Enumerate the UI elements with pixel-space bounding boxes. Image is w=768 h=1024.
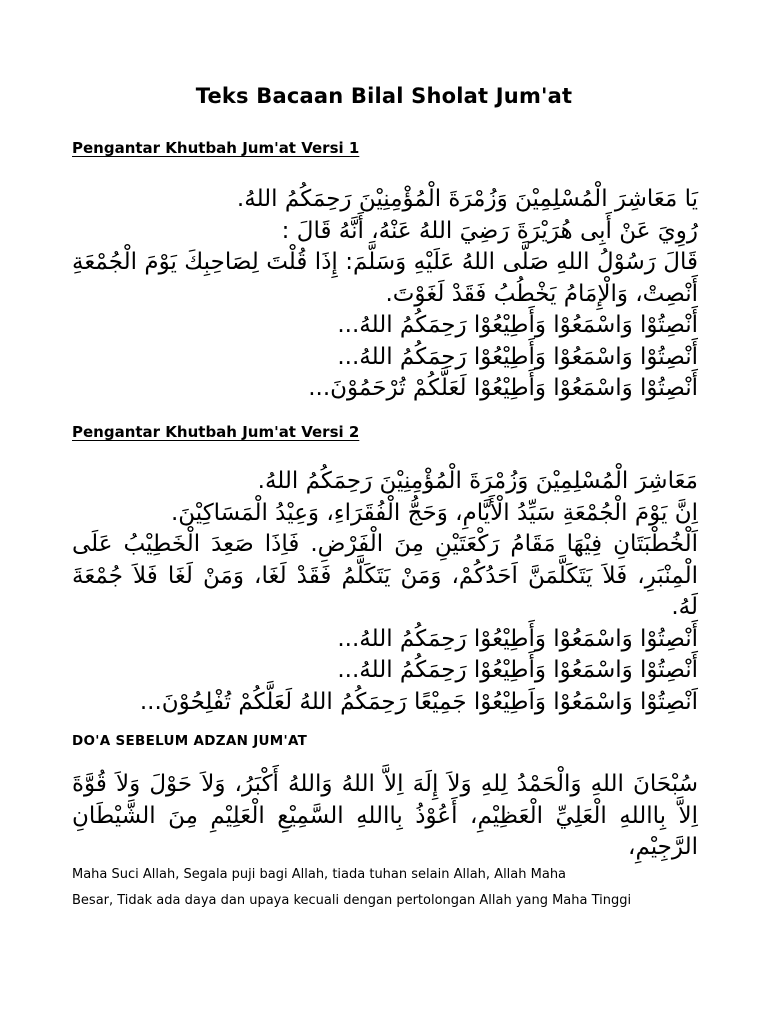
arabic-line: يَا مَعَاشِرَ الْمُسْلِمِيْنَ وَزُمْرَةَ الْمُؤْمِنِيْنَ رَحِمَكُمُ اللهُ.	[236, 186, 698, 212]
translation-line: Maha Suci Allah, Segala puji bagi Allah, tiada tuhan selain Allah, Allah Maha	[72, 867, 567, 882]
arabic-line: أَنْصِتُوْا وَاسْمَعُوْا وَأَطِيْعُوْا رَحِمَكُمُ اللهُ...	[337, 312, 698, 338]
translation-line: Besar, Tidak ada daya dan upaya kecuali dengan pertolongan Allah yang Maha Tinggi	[72, 893, 632, 908]
arabic-line: اِنَّ يَوْمَ الْجُمْعَةِ سَيِّدُ الْأَيَّامِ، وَحَجُّ الْفُقَرَاءِ، وَعِيْدُ الْمَسَاكِيْنَ.	[170, 499, 698, 526]
arabic-paragraph: سُبْحَانَ اللهِ وَالْحَمْدُ لِلهِ وَلاَ إِلَهَ اِلاَّ اللهُ وَاللهُ أَكْبَرُ، وَلاَ حَوْلَ وَلاَ قُوَّةَ اِلاَّ بِااللهِ الْعَلِيِّ الْعَظِيْمِ، أَعُوْذُ بِااللهِ السَّمِيْعِ الْعَلِيْمِ مِنَ الشَّيْطَانِ الرَّجِيْمِ،	[72, 771, 698, 860]
arabic-line: أَنْصِتُوْا وَاسْمَعُوْا وَأَطِيْعُوْا رَحِمَكُمُ اللهُ...	[337, 343, 698, 370]
arabic-line: قَالَ رَسُوْلُ اللهِ صَلَّى اللهُ عَلَيْهِ وَسَلَّمَ: إِذَا قُلْتَ لِصَاحِبِكَ يَوْمَ الْجُمْعَةِ أَنْصِتْ، وَالْإِمَامُ يَخْطُبُ فَقَدْ لَغَوْتَ.	[72, 249, 698, 307]
arabic-line: مَعَاشِرَ الْمُسْلِمِيْنَ وَزُمْرَةَ الْمُؤْمِنِيْنَ رَحِمَكُمُ اللهُ.	[257, 468, 698, 494]
arabic-text-versi-1	[72, 184, 698, 405]
arabic-text-versi-2	[72, 466, 698, 718]
arabic-line: رُوِيَ عَنْ أَبِى هُرَيْرَةَ رَضِيَ اللهُ عَنْهُ، أَنَّهُ قَالَ :	[281, 217, 698, 244]
section-heading-versi-1: Pengantar Khutbah Jum'at Versi 1	[72, 139, 360, 157]
document-title: Teks Bacaan Bilal Sholat Jum'at	[195, 84, 573, 108]
arabic-line: أَنْصِتُوْا وَاسْمَعُوْا وَأَطِيْعُوْا لَعَلَّكُمْ تُرْحَمُوْنَ...	[308, 375, 698, 401]
arabic-line: اَنْصِتُوْا وَاسْمَعُوْا وَاَطِيْعُوْا جَمِيْعًا رَحِمَكُمُ اللهُ لَعَلَّكُمْ تُفْلِحُوْنَ...	[139, 688, 698, 715]
section-heading-doa: DO'A SEBELUM ADZAN JUM'AT	[72, 733, 308, 749]
arabic-text-doa	[72, 769, 698, 864]
arabic-line: اَلْخُطْبَتَانِ فِيْهَا مَقَامُ رَكْعَتَيْنِ مِنَ الْفَرْضِ. فَاِذَا صَعِدَ الْخَطِيْبُ عَلَى الْمِنْبَرِ، فَلاَ يَتَكَلَّمَنَّ اَحَدُكُمْ، وَمَنْ يَتَكَلَّمُ فَقَدْ لَغَا، وَمَنْ لَغَا فَلاَ جُمْعَةَ لَهُ.	[72, 531, 698, 620]
arabic-line: أَنْصِتُوْا وَاسْمَعُوْا وَأَطِيْعُوْا رَحِمَكُمُ اللهُ...	[337, 657, 698, 683]
section-heading-versi-2: Pengantar Khutbah Jum'at Versi 2	[72, 423, 360, 441]
arabic-line: أَنْصِتُوْا وَاسْمَعُوْا وَأَطِيْعُوْا رَحِمَكُمُ اللهُ...	[337, 625, 698, 652]
translation-text	[72, 862, 712, 914]
